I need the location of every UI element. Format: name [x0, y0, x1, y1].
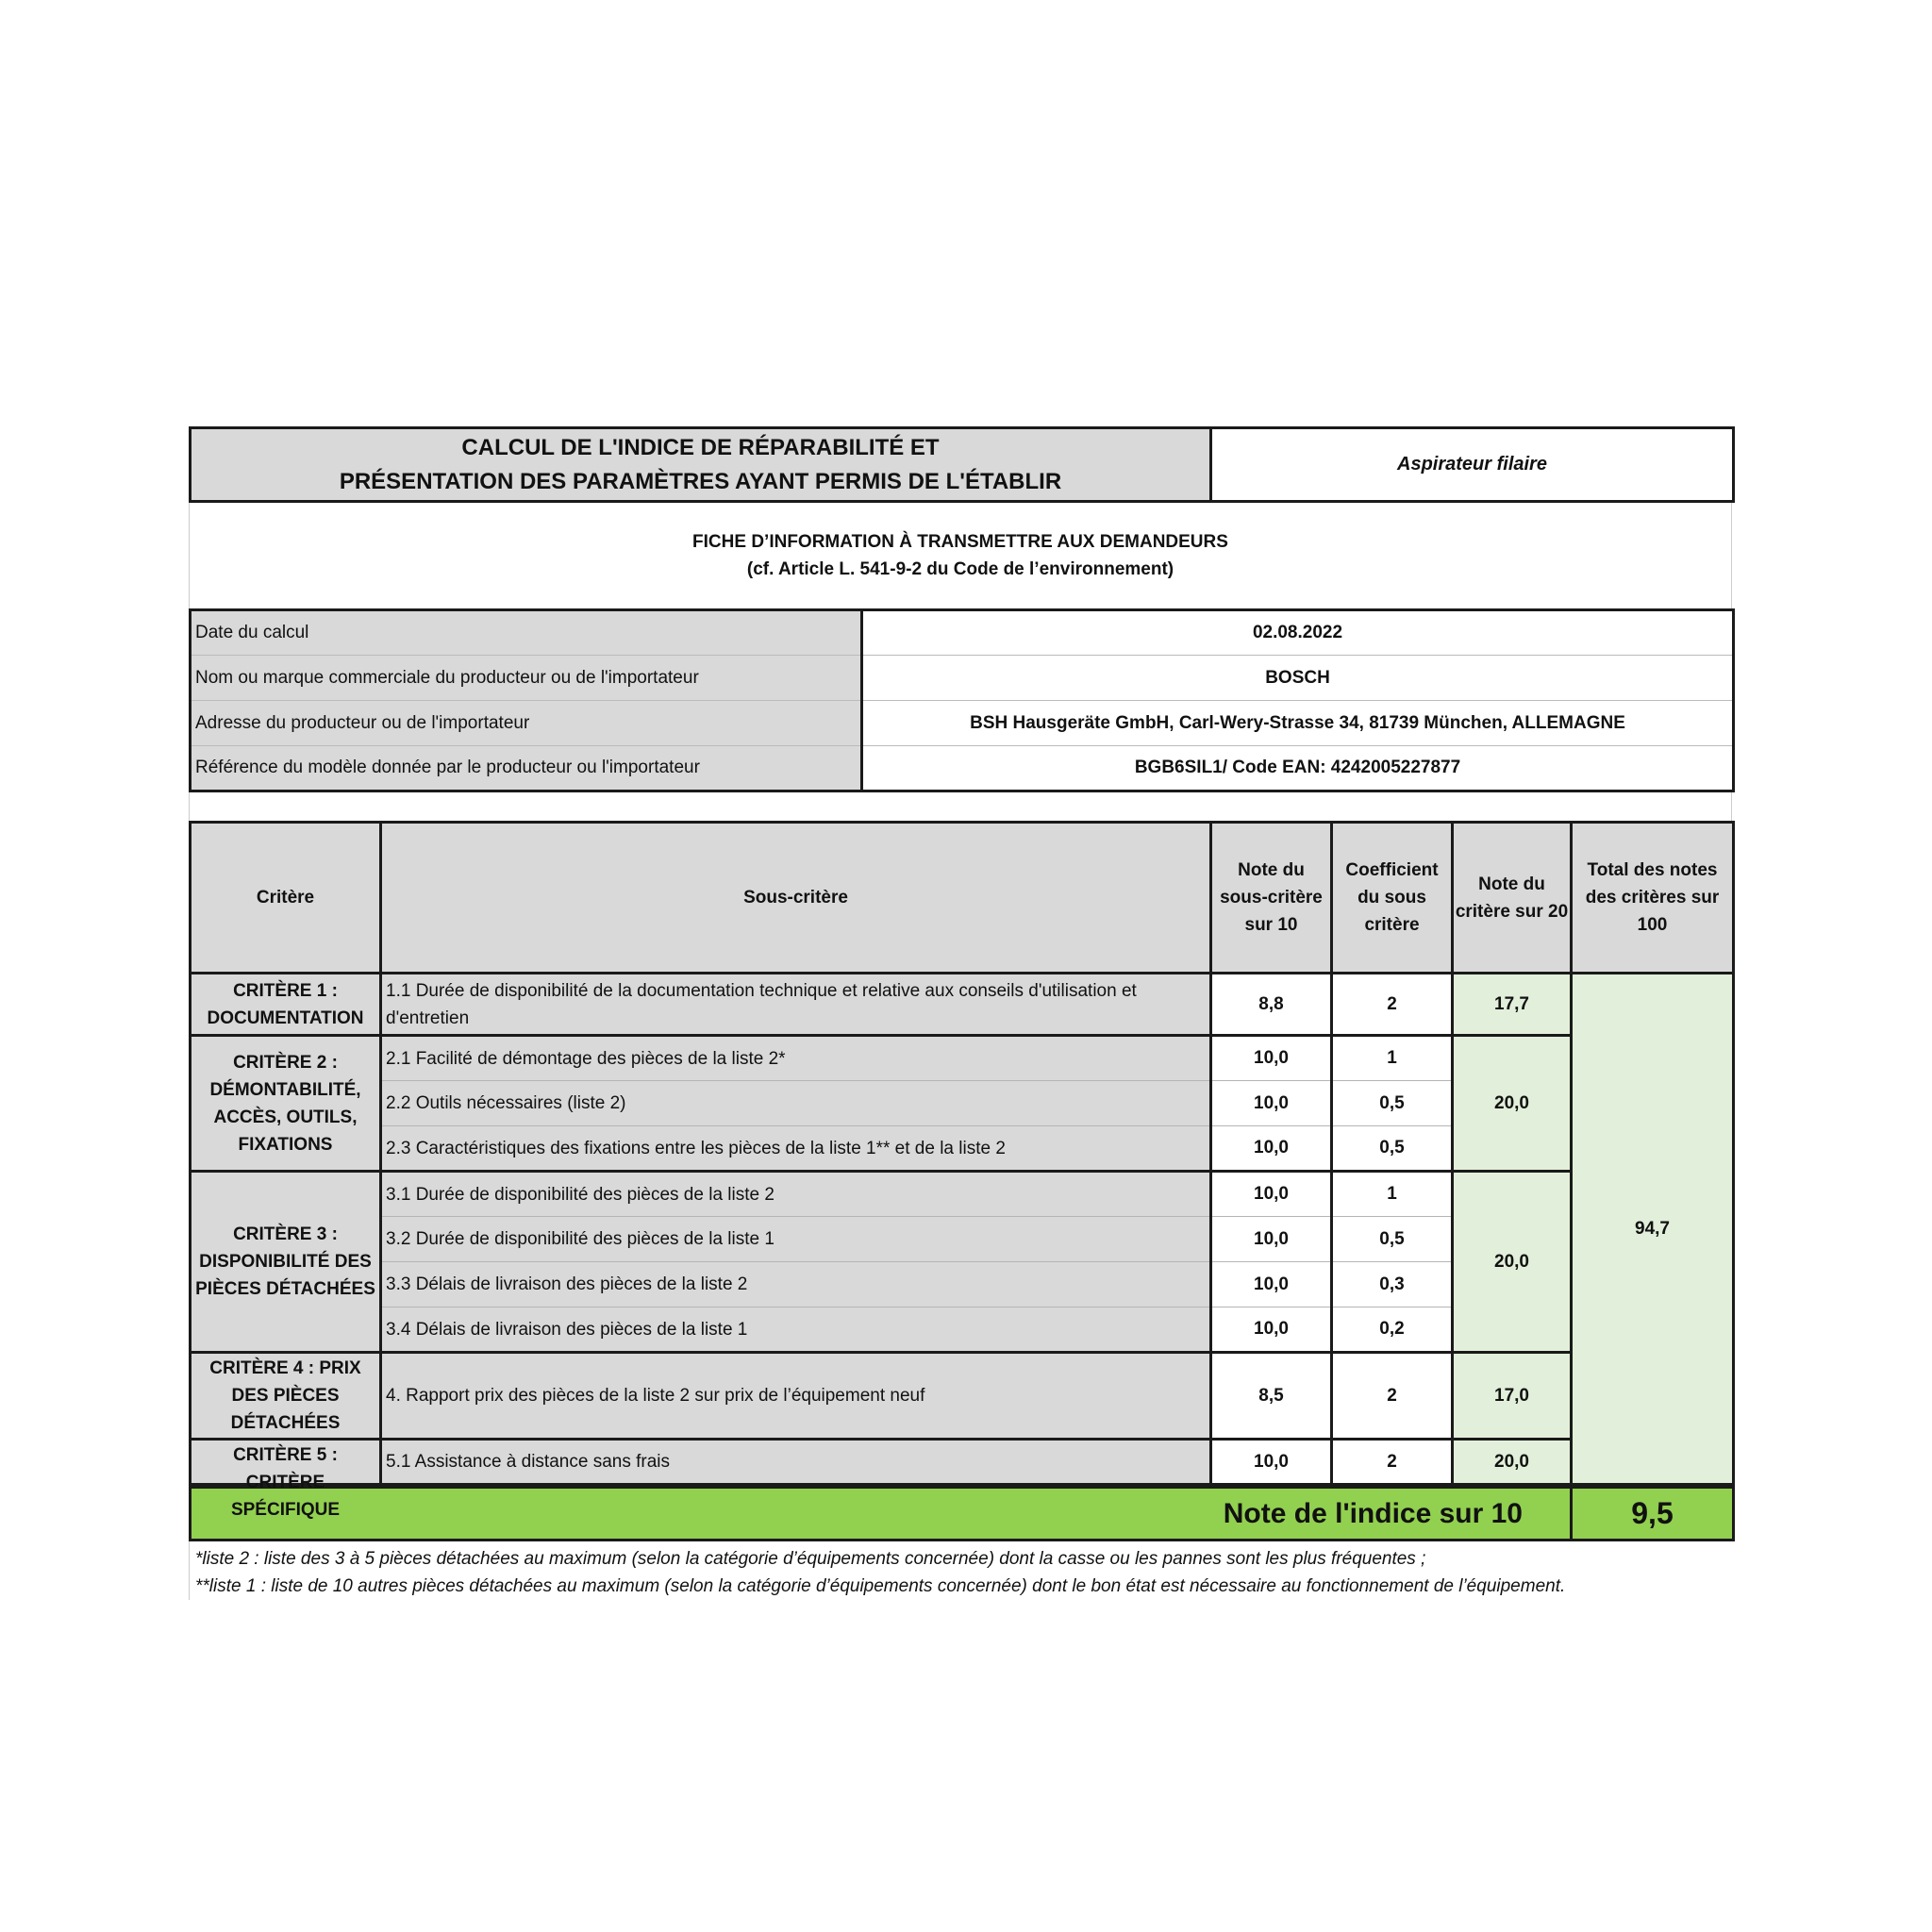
- table-row: [191, 1440, 1734, 1485]
- sub-criterion-coef: 2: [1332, 974, 1453, 1036]
- table-row: [191, 1036, 1734, 1081]
- info-value: 02.08.2022: [862, 610, 1734, 656]
- criterion-name: CRITÈRE 1 : DOCUMENTATION: [191, 974, 381, 1036]
- table-row: [191, 974, 1734, 1036]
- sub-criterion-label: 3.1 Durée de disponibilité des pièces de la liste 2: [381, 1172, 1211, 1217]
- sub-criterion-label: 5.1 Assistance à distance sans frais: [381, 1440, 1211, 1485]
- criterion-note: 17,0: [1453, 1353, 1572, 1440]
- final-score-value: 9,5: [1572, 1488, 1734, 1541]
- sub-criterion-coef: 2: [1332, 1440, 1453, 1485]
- sub-criterion-note: 10,0: [1211, 1126, 1332, 1172]
- sub-criterion-note: 10,0: [1211, 1440, 1332, 1485]
- sub-criterion-coef: 0,3: [1332, 1262, 1453, 1307]
- total-notes-100: 94,7: [1572, 974, 1734, 1485]
- info-value: BOSCH: [862, 656, 1734, 701]
- sub-criterion-coef: 0,5: [1332, 1217, 1453, 1262]
- final-score-label: Note de l'indice sur 10: [191, 1488, 1572, 1541]
- criterion-name: CRITÈRE 4 : PRIX DES PIÈCES DÉTACHÉES: [191, 1353, 381, 1440]
- fiche-line-1: FICHE D’INFORMATION À TRANSMETTRE AUX DEMANDEURS: [692, 532, 1228, 552]
- sub-criterion-note: 10,0: [1211, 1081, 1332, 1126]
- fiche-heading: [189, 503, 1732, 608]
- info-value: BGB6SIL1/ Code EAN: 4242005227877: [1134, 758, 1461, 777]
- col-note-sous: Note du sous-critère sur 10: [1211, 823, 1332, 974]
- final-score-table: [189, 1486, 1735, 1541]
- sub-criterion-coef: 1: [1332, 1036, 1453, 1081]
- header-table: [189, 426, 1735, 503]
- col-coef: Coefficient du sous critère: [1332, 823, 1453, 974]
- footnotes: [189, 1541, 1732, 1600]
- sub-criterion-note: 8,5: [1211, 1353, 1332, 1440]
- info-label: Adresse du producteur ou de l'importateur: [191, 701, 862, 746]
- sub-criterion-note: 8,8: [1211, 974, 1332, 1036]
- fiche-line-2: (cf. Article L. 541-9-2 du Code de l’environnement): [746, 559, 1174, 579]
- sub-criterion-note: 10,0: [1211, 1217, 1332, 1262]
- sub-criterion-label: 3.3 Délais de livraison des pièces de la liste 2: [381, 1262, 1211, 1307]
- sub-criterion-label: 2.1 Facilité de démontage des pièces de la liste 2*: [381, 1036, 1211, 1081]
- title-line-1: CALCUL DE L'INDICE DE RÉPARABILITÉ ET: [461, 435, 940, 460]
- sub-criterion-note: 10,0: [1211, 1307, 1332, 1353]
- producer-info-table: [189, 608, 1735, 792]
- criterion-note: 20,0: [1453, 1172, 1572, 1353]
- criteria-header-row: [191, 823, 1734, 974]
- info-label: Date du calcul: [191, 610, 862, 656]
- info-label: Référence du modèle donnée par le producteur ou l'importateur: [191, 746, 862, 791]
- footnote-liste-1: **liste 1 : liste de 10 autres pièces détachées au maximum (selon la catégorie d’équipements concernée) dont le bon état est nécessaire au fonctionnement de l’équipement.: [195, 1576, 1566, 1596]
- table-row: [191, 1353, 1734, 1440]
- sub-criterion-note: 10,0: [1211, 1036, 1332, 1081]
- sub-criterion-label: 4. Rapport prix des pièces de la liste 2 sur prix de l’équipement neuf: [381, 1353, 1211, 1440]
- sub-criterion-coef: 0,2: [1332, 1307, 1453, 1353]
- col-sous-critere: Sous-critère: [381, 823, 1211, 974]
- criterion-name: CRITÈRE 5 : CRITÈRE SPÉCIFIQUE: [230, 1444, 341, 1520]
- criterion-note: 20,0: [1453, 1440, 1572, 1485]
- table-row: [191, 1172, 1734, 1217]
- info-row: [191, 610, 1734, 656]
- title-line-2: PRÉSENTATION DES PARAMÈTRES AYANT PERMIS DE L'ÉTABLIR: [339, 469, 1062, 494]
- info-row: [191, 656, 1734, 701]
- col-note-critere: Note du critère sur 20: [1453, 823, 1572, 974]
- product-category: Aspirateur filaire: [1211, 428, 1734, 502]
- sub-criterion-coef: 0,5: [1332, 1081, 1453, 1126]
- sub-criterion-label: 2.2 Outils nécessaires (liste 2): [381, 1081, 1211, 1126]
- footnote-liste-2: *liste 2 : liste des 3 à 5 pièces détachées au maximum (selon la catégorie d’équipements concernée) dont la casse ou les pannes sont les plus fréquentes ;: [195, 1549, 1426, 1569]
- criterion-name: CRITÈRE 2 : DÉMONTABILITÉ, ACCÈS, OUTILS, FIXATIONS: [191, 1036, 381, 1172]
- info-value: BSH Hausgeräte GmbH, Carl-Wery-Strasse 34, 81739 München, ALLEMAGNE: [862, 701, 1734, 746]
- sub-criterion-note: 10,0: [1211, 1262, 1332, 1307]
- sub-criterion-coef: 0,5: [1332, 1126, 1453, 1172]
- criterion-note: 17,7: [1453, 974, 1572, 1036]
- info-row: [191, 746, 1734, 791]
- sub-criterion-label: 1.1 Durée de disponibilité de la documentation technique et relative aux conseils d'utilisation et d'entretien: [381, 974, 1211, 1036]
- col-total: Total des notes des critères sur 100: [1572, 823, 1734, 974]
- criterion-name: CRITÈRE 3 : DISPONIBILITÉ DES PIÈCES DÉTACHÉES: [191, 1172, 381, 1353]
- info-row: [191, 701, 1734, 746]
- sub-criterion-label: 2.3 Caractéristiques des fixations entre les pièces de la liste 1** et de la liste 2: [381, 1126, 1211, 1172]
- sub-criterion-label: 3.4 Délais de livraison des pièces de la liste 1: [381, 1307, 1211, 1353]
- sub-criterion-note: 10,0: [1211, 1172, 1332, 1217]
- sub-criterion-coef: 2: [1332, 1353, 1453, 1440]
- col-critere: Critère: [191, 823, 381, 974]
- sheet-title: [191, 428, 1211, 502]
- sub-criterion-coef: 1: [1332, 1172, 1453, 1217]
- spacer: [189, 792, 1732, 821]
- sub-criterion-label: 3.2 Durée de disponibilité des pièces de la liste 1: [381, 1217, 1211, 1262]
- criterion-name-cell: [191, 1440, 381, 1520]
- repairability-sheet: [189, 426, 1732, 1600]
- info-label: Nom ou marque commerciale du producteur ou de l'importateur: [191, 656, 862, 701]
- criterion-note: 20,0: [1453, 1036, 1572, 1172]
